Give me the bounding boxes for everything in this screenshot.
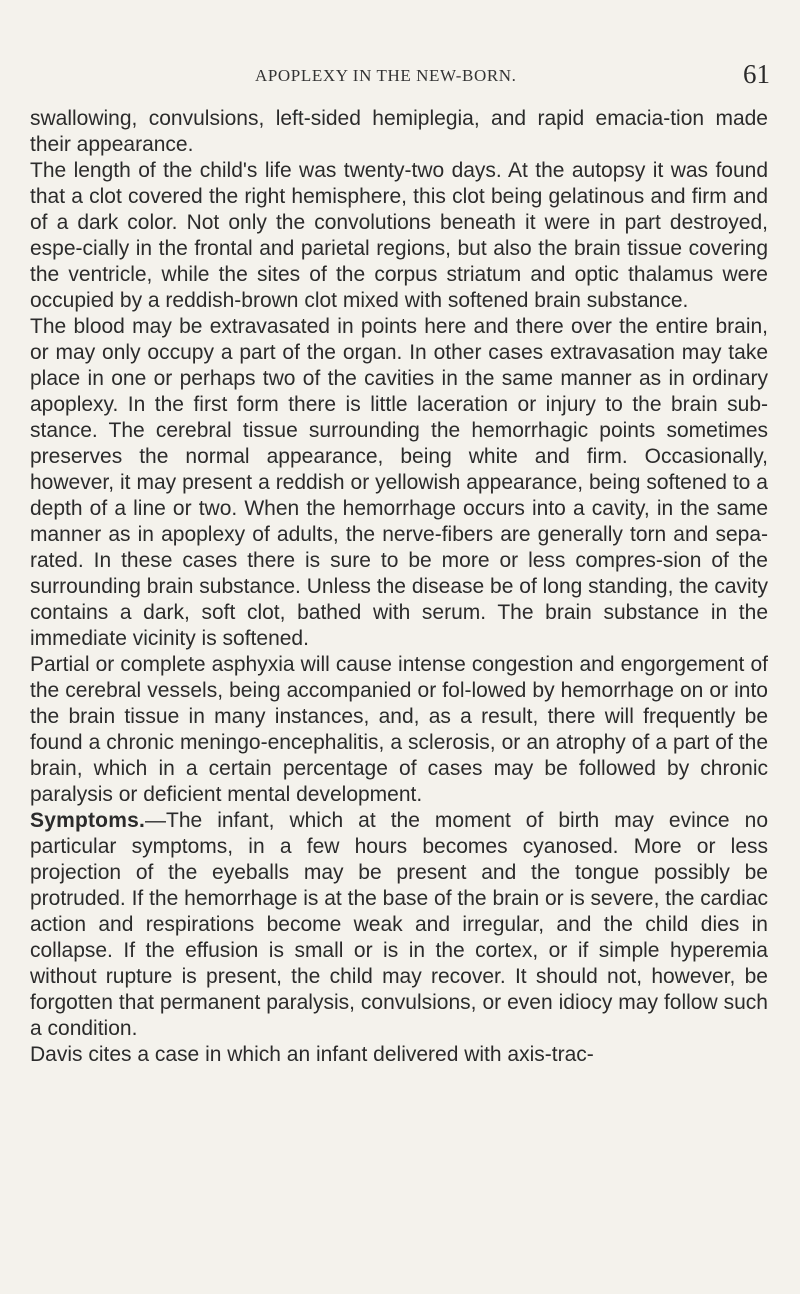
- page-number: 61: [743, 59, 770, 89]
- paragraph-extravasation: The blood may be extravasated in points here and there over the entire brain, or may only occupy a part of the organ. In other cases extravasation may take place in one or perhaps two of the cavities in the same manner as in ordinary apoplexy. In the first form there is little laceration or injury to the brain sub-stance. The cerebral tissue surrounding the hemorrhagic points sometimes preserves the normal appearance, being white and firm. Occasionally, however, it may present a reddish or yellowish appearance, being softened to a depth of a line or two. When the hemorrhage occurs into a cavity, in the same manner as in apoplexy of adults, the nerve-fibers are generally torn and sepa-rated. In these cases there is sure to be more or less compres-sion of the surrounding brain substance. Unless the disease be of long standing, the cavity contains a dark, soft clot, bathed with serum. The brain substance in the immediate vicinity is softened.: [30, 315, 768, 650]
- symptoms-text: —The infant, which at the moment of birth may evince no particular symptoms, in a few hours becomes cyanosed. More or less projection of the eyeballs may be present and the tongue possibly be protruded. If the hemorrhage is at the base of the brain or is severe, the cardiac action and respirations become weak and irregular, and the child dies in collapse. If the effusion is small or is in the cortex, or if simple hyperemia without rupture is present, the child may recover. It should not, however, be forgotten that permanent paralysis, convulsions, or even idiocy may follow such a condition.: [30, 809, 768, 1040]
- paragraph-symptoms: [30, 808, 768, 1042]
- body-text: [30, 106, 768, 1068]
- paragraph-continuation: swallowing, convulsions, left-sided hemiplegia, and rapid emacia-tion made their appearance.: [30, 107, 768, 156]
- running-title: APOPLEXY IN THE NEW-BORN.: [255, 66, 517, 85]
- paragraph-autopsy: The length of the child's life was twenty-two days. At the autopsy it was found that a clot covered the right hemisphere, this clot being gelatinous and firm and of a dark color. Not only the convolutions beneath it were in part destroyed, espe-cially in the frontal and parietal regions, but also the brain tissue covering the ventricle, while the sites of the corpus striatum and optic thalamus were occupied by a reddish-brown clot mixed with softened brain substance.: [30, 159, 768, 312]
- symptoms-heading: Symptoms.: [30, 809, 145, 832]
- paragraph-davis: Davis cites a case in which an infant delivered with axis-trac-: [30, 1043, 594, 1066]
- running-head: [160, 59, 770, 92]
- paragraph-asphyxia: Partial or complete asphyxia will cause intense congestion and engorgement of the cerebral vessels, being accompanied or fol-lowed by hemorrhage on or into the brain tissue in many instances, and, as a result, there will frequently be found a chronic meningo-encephalitis, a sclerosis, or an atrophy of a part of the brain, which in a certain percentage of cases may be followed by chronic paralysis or deficient mental development.: [30, 653, 768, 806]
